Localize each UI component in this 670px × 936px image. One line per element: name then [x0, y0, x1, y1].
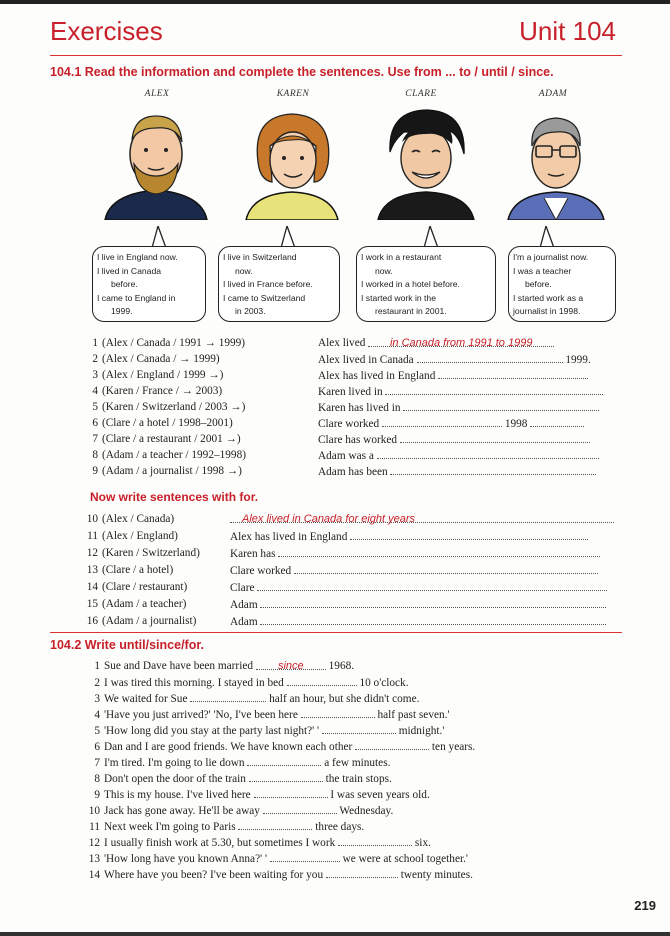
for-subheading: Now write sentences with for.: [90, 490, 259, 504]
answer-blank[interactable]: [385, 384, 603, 395]
karen-illustration: [236, 102, 348, 220]
ex2-item-2: 2 I was tired this morning. I stayed in bed 10 o'clock.: [94, 677, 409, 689]
exercise-16-sentence: Adam: [230, 614, 606, 629]
answer-blank[interactable]: [287, 675, 357, 686]
answer-blank[interactable]: [382, 416, 502, 427]
exercise-8-item: 8 (Adam / a teacher / 1992–1998): [92, 449, 246, 461]
ex2-item-11: 11 Next week I'm going to Paris three days.: [89, 821, 365, 833]
answer-blank[interactable]: [301, 707, 375, 718]
ex2-item-8: 8 Don't open the door of the train the train stops.: [94, 773, 392, 785]
answer-blank[interactable]: [438, 368, 588, 379]
exercise-3-item: 3 (Alex / England / 1999 →): [92, 369, 224, 381]
answer-blank[interactable]: [260, 614, 606, 625]
exercise-7-item: 7 (Clare / a restaurant / 2001 →): [92, 433, 241, 445]
ex2-item-13: 13 'How long have you known Anna?' ' we were at school together.': [88, 853, 468, 865]
ex2-item-14: 14 Where have you been? I've been waiting for you twenty minutes.: [88, 869, 473, 881]
person-name-karen: KAREN: [276, 89, 310, 99]
answer-blank[interactable]: [263, 803, 337, 814]
exercise-13-sentence: Clare worked: [230, 563, 598, 578]
exercise-11-item: 11 (Alex / England): [87, 530, 178, 542]
answer-blank[interactable]: [260, 597, 606, 608]
exercise-15-item: 15 (Adam / a teacher): [86, 598, 187, 610]
ex2-item-10: 10 Jack has gone away. He'll be away Wednesday.: [88, 805, 394, 817]
exercise-15-sentence: Adam: [230, 597, 606, 612]
answer-blank[interactable]: [278, 546, 600, 557]
exercise-6-item: 6 (Clare / a hotel / 1998–2001): [92, 417, 233, 429]
answer-blank[interactable]: [417, 352, 563, 363]
answer-text: Alex lived in Canada for eight years: [242, 513, 416, 525]
ex2-item-12: 12 I usually finish work at 5.30, but sometimes I work six.: [88, 837, 431, 849]
section-104-2-heading: 104.2 Write until/since/for.: [50, 638, 204, 652]
person-name-alex: ALEX: [144, 89, 170, 99]
exercise-5-sentence: Karen has lived in: [318, 400, 599, 415]
adam-illustration: [500, 102, 612, 220]
exercise-12-item: 12 (Karen / Switzerland): [86, 547, 200, 559]
exercise-2-item: 2 (Alex / Canada / → 1999): [92, 353, 220, 365]
page-number: 219: [634, 898, 656, 913]
answer-blank[interactable]: [338, 835, 412, 846]
answer-blank[interactable]: [355, 739, 429, 750]
answer-blank[interactable]: [400, 432, 590, 443]
exercise-9-item: 9 (Adam / a journalist / 1998 →): [92, 465, 242, 477]
exercise-10-sentence: [230, 512, 614, 527]
exercise-3-sentence: Alex has lived in England: [318, 368, 588, 383]
exercise-14-item: 14 (Clare / restaurant): [86, 581, 188, 593]
answer-blank[interactable]: [294, 563, 598, 574]
answer-blank[interactable]: [530, 416, 584, 427]
title-divider: [50, 55, 622, 56]
exercise-8-sentence: Adam was a: [318, 448, 599, 463]
person-name-adam: ADAM: [538, 89, 568, 99]
exercise-14-sentence: Clare: [230, 580, 607, 595]
answer-text: in Canada from 1991 to 1999: [389, 337, 533, 349]
exercise-12-sentence: Karen has: [230, 546, 600, 561]
answer-blank[interactable]: [247, 755, 321, 766]
section-divider: [50, 632, 622, 633]
ex2-item-9: 9 This is my house. I've lived here I was seven years old.: [94, 789, 430, 801]
answer-blank[interactable]: [326, 867, 398, 878]
ex2-item-1: 1 Sue and Dave have been married since 1968.: [94, 660, 355, 672]
speech-bubble-karen: I live in Switzerland now. I lived in France before. I came to Switzerland in 2003.: [218, 246, 340, 322]
exercise-6-sentence: Clare worked 1998: [318, 416, 584, 431]
ex2-item-6: 6 Dan and I are good friends. We have known each other ten years.: [94, 741, 476, 753]
answer-blank[interactable]: [254, 787, 328, 798]
exercise-16-item: 16 (Adam / a journalist): [86, 615, 197, 627]
answer-blank[interactable]: [390, 464, 596, 475]
exercise-1-item: 1 (Alex / Canada / 1991 → 1999): [92, 337, 246, 349]
answer-blank[interactable]: [322, 723, 396, 734]
exercise-11-sentence: Alex has lived in England: [230, 529, 588, 544]
clare-illustration: [370, 102, 482, 220]
ex2-item-5: 5 'How long did you stay at the party last night?' ' midnight.': [94, 725, 445, 737]
exercise-4-sentence: Karen lived in: [318, 384, 603, 399]
exercise-4-item: 4 (Karen / France / → 2003): [92, 385, 223, 397]
speech-tail-clare: [422, 226, 440, 248]
page-title: Exercises: [50, 16, 163, 46]
speech-bubble-alex: I live in England now. I lived in Canada before. I came to England in 1999.: [92, 246, 206, 322]
exercise-10-item: 10 (Alex / Canada): [86, 513, 175, 525]
speech-tail-adam: [538, 226, 556, 248]
person-name-clare: CLARE: [405, 89, 437, 99]
speech-bubble-clare: I work in a restaurant now. I worked in a hotel before. I started work in the restaurant in 2001.: [356, 246, 496, 322]
answer-blank[interactable]: [249, 771, 323, 782]
exercise-9-sentence: Adam has been: [318, 464, 596, 479]
exercise-5-item: 5 (Karen / Switzerland / 2003 →): [92, 401, 246, 413]
exercise-2-sentence: Alex lived in Canada 1999.: [318, 354, 591, 366]
ex2-item-4: 4 'Have you just arrived?' 'No, I've been here half past seven.': [94, 709, 450, 721]
answer-text: since: [277, 660, 304, 672]
exercise-1-sentence: Alex lived in Canada from 1991 to 1999: [318, 336, 554, 351]
section-104-1-heading: 104.1 Read the information and complete the sentences. Use from ... to / until / since.: [50, 65, 554, 79]
exercise-13-item: 13 (Clare / a hotel): [86, 564, 174, 576]
answer-blank[interactable]: [238, 819, 312, 830]
speech-tail-alex: [150, 226, 168, 248]
answer-blank[interactable]: [270, 851, 340, 862]
ex2-item-3: 3 We waited for Sue half an hour, but she didn't come.: [94, 693, 420, 705]
exercise-7-sentence: Clare has worked: [318, 432, 590, 447]
answer-blank[interactable]: [377, 448, 599, 459]
answer-blank[interactable]: [403, 400, 599, 411]
answer-blank[interactable]: [257, 580, 607, 591]
answer-blank[interactable]: [350, 529, 588, 540]
speech-tail-karen: [279, 226, 297, 248]
bottom-border: [0, 932, 670, 936]
ex2-item-7: 7 I'm tired. I'm going to lie down a few minutes.: [94, 757, 391, 769]
speech-bubble-adam: I'm a journalist now. I was a teacher before. I started work as a journalist in 1998.: [508, 246, 616, 322]
unit-title: Unit 104: [519, 16, 616, 46]
alex-illustration: [100, 102, 212, 220]
answer-blank[interactable]: [190, 691, 266, 702]
top-border: [0, 0, 670, 4]
